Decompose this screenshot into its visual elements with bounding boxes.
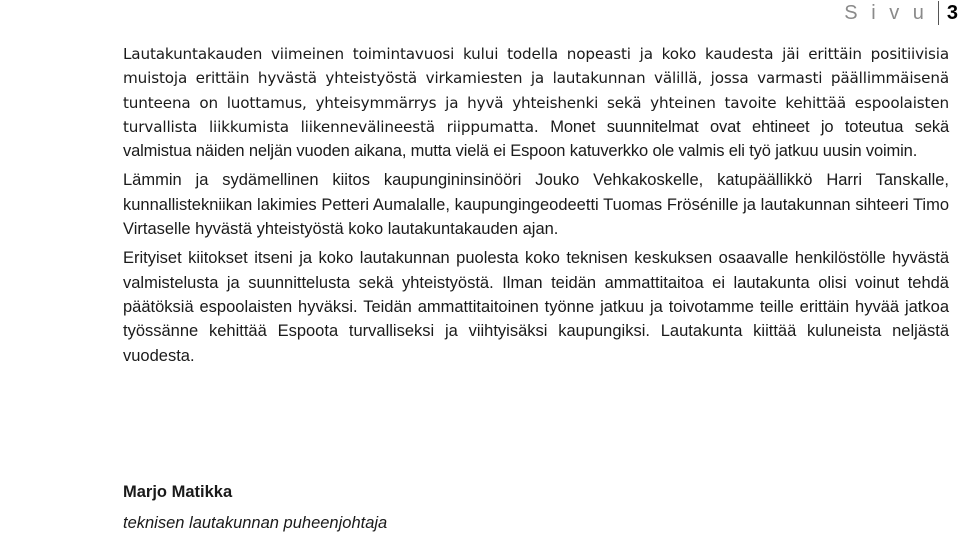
paragraph-1-part-a: Lautakuntakauden viimeinen toimintavuosi kului todella nopeasti ja koko kaudesta jäi erittäin positiivisia muistoja erittäin hyvästä yhteistyöstä virkamiesten ja lautakunnan välillä, jossa varmasti päällimmäisenä tunteena on luottamus, yhteisymmärrys ja hyvä yhteishenki sekä yhteinen tavoite kehittää espoolaisten turvallista liikkumista liikennevälineestä riippumatta. (123, 45, 949, 136)
signature-block (123, 480, 387, 535)
paragraph-2: Lämmin ja sydämellinen kiitos kaupungininsinööri Jouko Vehkakoskelle, katupäällikkö Harri Tanskalle, kunnallistekniikan lakimies Petteri Aumalalle, kaupungingeodeetti Tuomas Frösénille ja lautakunnan sihteeri Timo Virtaselle hyvästä yhteistyöstä koko lautakuntakauden ajan. (123, 171, 949, 239)
page-number: 3 (946, 1, 958, 24)
page-label: S i v u (844, 1, 928, 24)
signature-title: teknisen lautakunnan puheenjohtaja (123, 514, 388, 532)
paragraph-1 (123, 42, 949, 163)
document-body (123, 42, 949, 368)
paragraph-3: Erityiset kiitokset itseni ja koko lautakunnan puolesta koko teknisen keskuksen osaavalle henkilöstölle hyvästä valmistelusta ja suunnittelusta sekä yhteistyöstä. Ilman teidän ammattitaitoa ei lautakunta olisi voinut tehdä päätöksiä espoolaisten hyväksi. Teidän ammattitaitoinen työnne jatkuu ja toivotamme teille erittäin hyvää jatkoa työssänne kehittää Espoota turvalliseksi ja viihtyisäksi kaupungiksi. Lautakunta kiittää kuluneista neljästä vuodesta. (123, 249, 949, 365)
page-header (844, 0, 960, 26)
signature-name: Marjo Matikka (123, 483, 233, 501)
paragraph-1-part-b: Monet suunnitelmat ovat ehtineet jo toteutua sekä valmistua näiden neljän vuoden aikana, mutta vielä ei Espoon katuverkko ole valmis eli työ jatkuu uusin voimin. (123, 117, 949, 161)
